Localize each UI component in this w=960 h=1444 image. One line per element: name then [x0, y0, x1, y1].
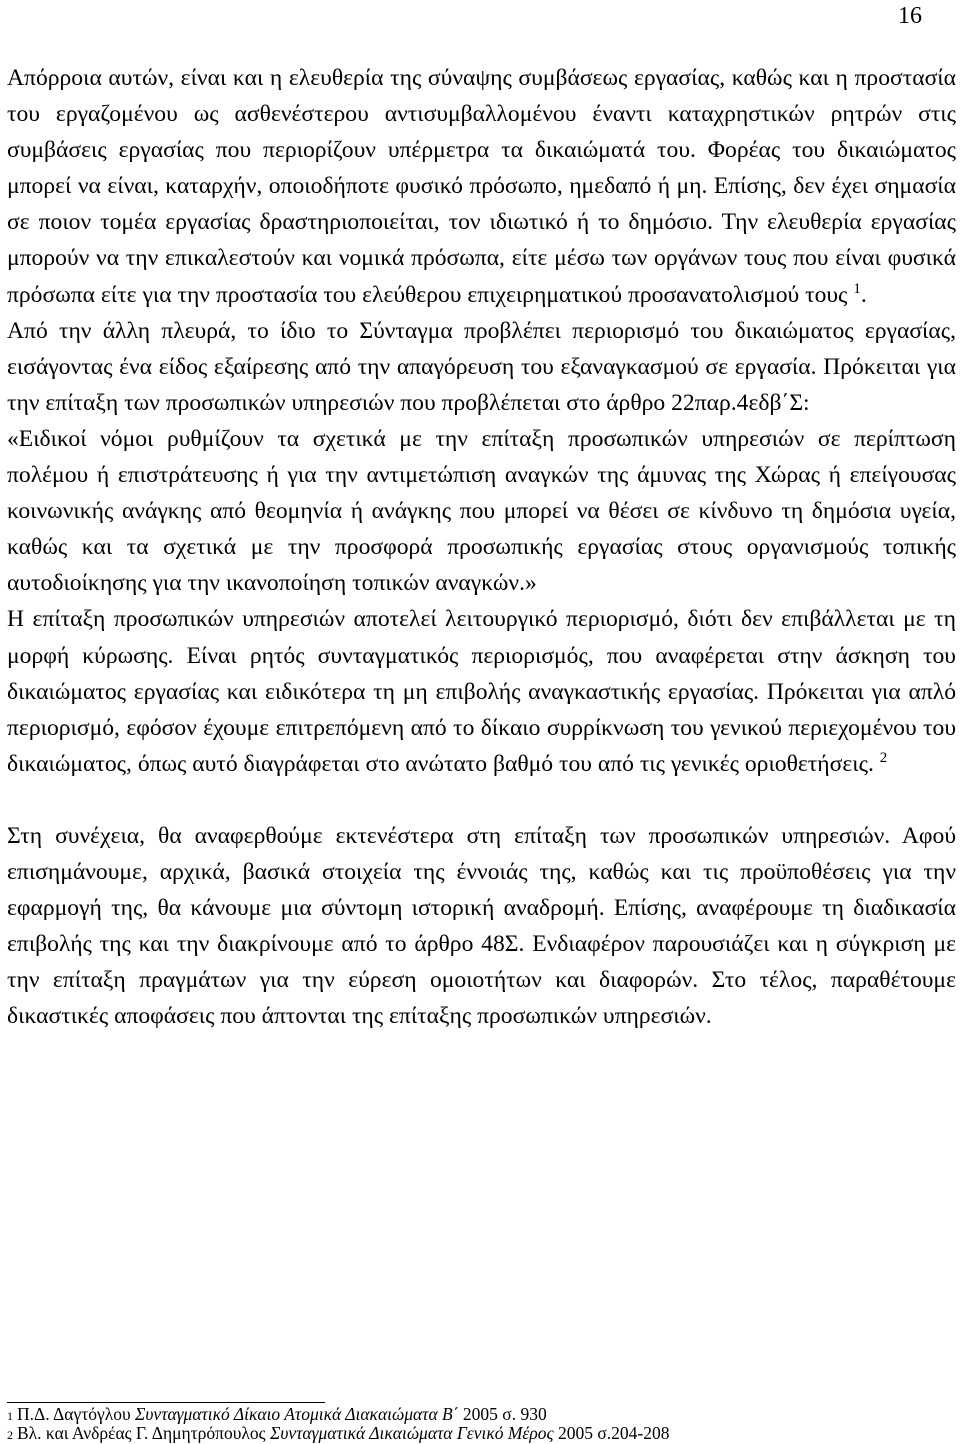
footnote-ref-1: 1	[853, 280, 861, 297]
paragraph-4-text: Η επίταξη προσωπικών υπηρεσιών αποτελεί λειτουργικό περιορισμό, διότι δεν επιβάλλεται με τη μορφή κύρωσης. Είναι ρητός συνταγματικός περιορισμός, που αναφέρεται στην άσκηση του δικαιώματος εργασίας και ειδικότερα τη μη επιβολής αναγκαστικής εργασίας. Πρόκειται για απλό περιορισμό, εφόσον έχουμε επιτρεπόμενη από το δίκαιο συρρίκνωση του γενικού περιεχομένου του δικαιώματος, όπως αυτό διαγράφεται στο ανώτατο βαθμό του από τις γενικές οριοθετήσεις.	[7, 606, 956, 777]
paragraph-4	[7, 601, 956, 781]
footnote-1: 1 Π.Δ. Δαγτόγλου Συνταγματικό Δίκαιο Ατομικά Διακαιώματα Β΄ 2005 σ. 930	[7, 1404, 547, 1424]
paragraph-5: Στη συνέχεια, θα αναφερθούμε εκτενέστερα στη επίταξη των προσωπικών υπηρεσιών. Αφού επισημάνουμε, αρχικά, βασικά στοιχεία της έννοιάς της, καθώς και τις προϋποθέσεις για την εφαρμογή της, θα κάνουμε μια σύντομη ιστορική αναδρομή. Επίσης, αναφέρουμε τη διαδικασία επιβολής της και την διακρίνουμε από το άρθρο 48Σ. Ενδιαφέρον παρουσιάζει και η σύγκριση με την επίταξη πραγμάτων για την εύρεση ομοιοτήτων και διαφορών. Στο τέλος, παραθέτουμε δικαστικές αποφάσεις που άπτονται της επίταξης προσωπικών υπηρεσιών.	[7, 822, 956, 1030]
paragraph-1-end: .	[860, 281, 867, 308]
footnote-1-details: 2005 σ. 930	[462, 1404, 547, 1424]
footnote-2-title: Συνταγματικά Δικαιώματα Γενικό Μέρος	[269, 1423, 554, 1443]
footnote-2: 2 Βλ. και Ανδρέας Γ. Δημητρόπουλος Συνταγματικά Δικαιώματα Γενικό Μέρος 2005 σ.204-208	[7, 1423, 670, 1443]
footnote-2-author: Βλ. και Ανδρέας Γ. Δημητρόπουλος	[17, 1423, 266, 1443]
main-text	[7, 60, 956, 1034]
paragraph-2: Από την άλλη πλευρά, το ίδιο το Σύνταγμα προβλέπει περιορισμό του δικαιώματος εργασίας, εισάγοντας ένα είδος εξαίρεσης από την απαγόρευση του εξαναγκασμού σε εργασία. Πρόκειται για την επίταξη των προσωπικών υπηρεσιών που προβλέπεται στο άρθρο 22παρ.4εδβ΄Σ:	[7, 317, 956, 416]
footnote-2-details: 2005 σ.204-208	[557, 1423, 670, 1443]
footnote-1-title: Συνταγματικό Δίκαιο Ατομικά Διακαιώματα Β΄	[135, 1404, 459, 1424]
footnotes	[7, 1405, 947, 1443]
constitution-quote: «Ειδικοί νόμοι ρυθμίζουν τα σχετικά με την επίταξη προσωπικών υπηρεσιών σε περίπτωση πολέμου ή επιστράτευσης ή για την αντιμετώπιση αναγκών της άμυνας της Χώρας ή επείγουσας κοινωνικής ανάγκης από θεομηνία ή ανάγκης που μπορεί να θέσει σε κίνδυνο τη δημόσια υγεία, καθώς και τα σχετικά με την προσφορά προσωπικής εργασίας στους οργανισμούς τοπικής αυτοδιοίκησης για την ικανοποίηση τοπικών αναγκών.»	[7, 425, 956, 597]
footnote-1-author: Π.Δ. Δαγτόγλου	[17, 1404, 131, 1424]
paragraph-1	[7, 60, 956, 313]
footnote-divider	[7, 1402, 325, 1403]
paragraph-1-text: Απόρροια αυτών, είναι και η ελευθερία της σύναψης συμβάσεως εργασίας, καθώς και η προστασία του εργαζομένου ως ασθενέστερου αντισυμβαλλομένου έναντι καταχρηστικών ρητρών στις συμβάσεις εργασίας που περιορίζουν υπέρμετρα τα δικαιώματά του. Φορέας του δικαιώματος μπορεί να είναι, καταρχήν, οποιοδήποτε φυσικό πρόσωπο, ημεδαπό ή μη. Επίσης, δεν έχει σημασία σε ποιον τομέα εργασίας δραστηριοποιείται, τον ιδιωτικό ή το δημόσιο. Την ελευθερία εργασίας μπορούν να την επικαλεστούν και νομικά πρόσωπα, είτε μέσω των οργάνων τους που είναι φυσικά πρόσωπα είτε για την προστασία του ελεύθερου επιχειρηματικού προσανατολισμού τους	[7, 65, 956, 308]
page-number: 16	[898, 3, 922, 29]
footnote-ref-2: 2	[879, 749, 888, 766]
